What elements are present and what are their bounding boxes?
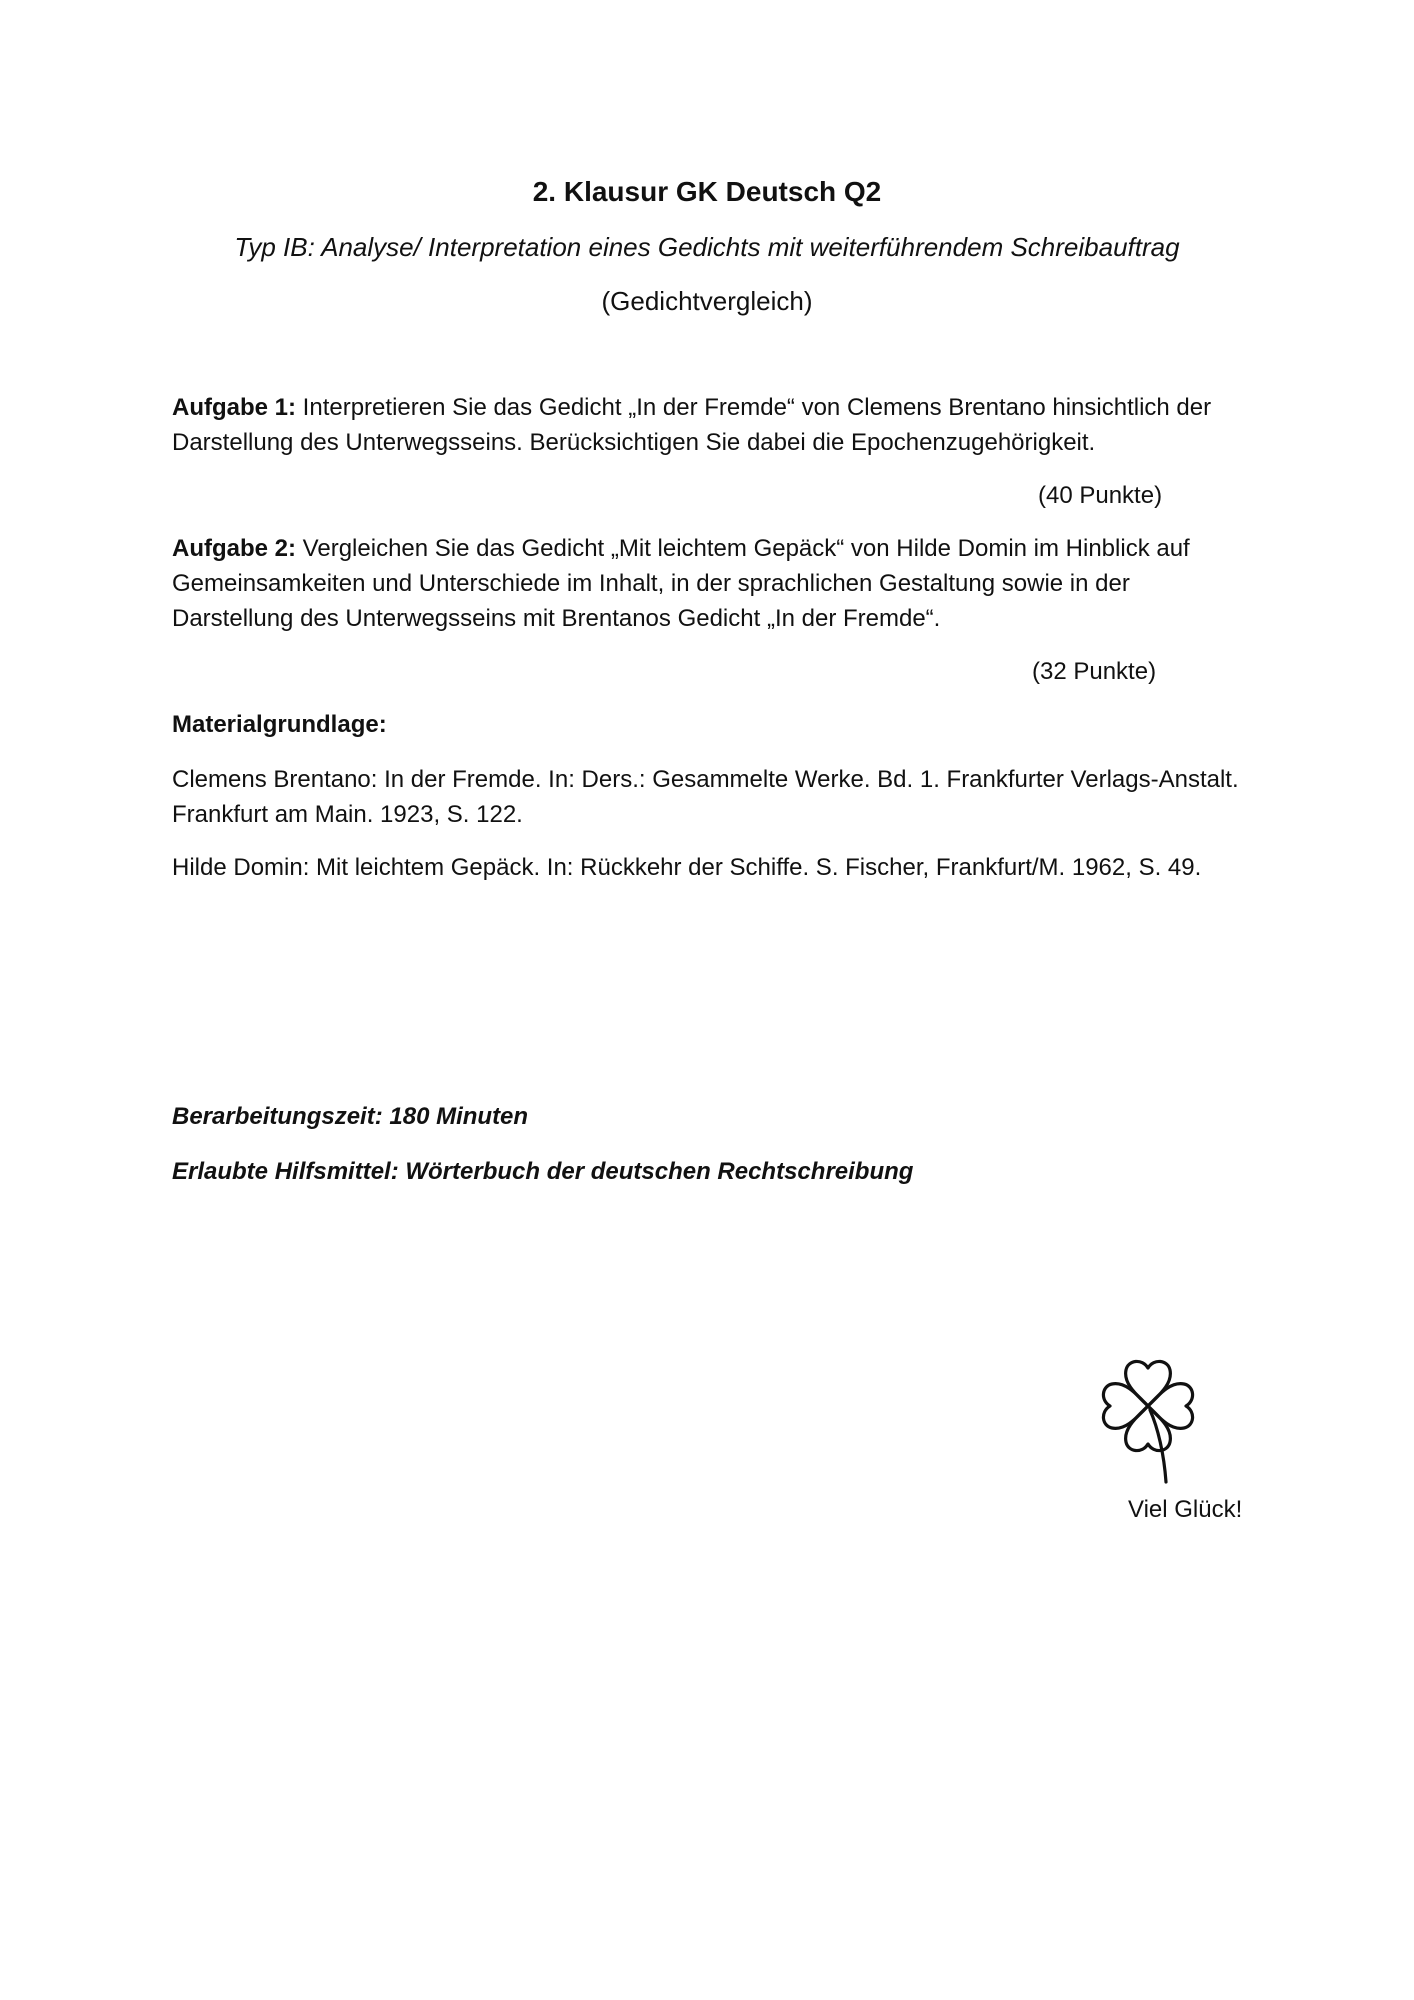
task-1 — [172, 390, 1252, 460]
task-2-label: Aufgabe 2: — [172, 535, 297, 562]
task-2-text: Vergleichen Sie das Gedicht „Mit leichtem Gepäck“ von Hilde Domin im Hinblick auf Gemeinsamkeiten und Unterschiede im Inhalt, in der sprachlichen Gestaltung sowie in der Darstellung des Unterwegsseins mit Brentanos Gedicht „In der Fremde“. — [172, 535, 1190, 632]
material-source-1: Clemens Brentano: In der Fremde. In: Ders.: Gesammelte Werke. Bd. 1. Frankfurter Verlags-Anstalt. Frankfurt am Main. 1923, S. 122. — [172, 766, 1239, 828]
material-heading: Materialgrundlage: — [172, 711, 387, 738]
task-1-points: (40 Punkte) — [1038, 482, 1163, 509]
working-time: Berarbeitungszeit: 180 Minuten — [172, 1103, 529, 1130]
four-leaf-clover-icon — [1078, 1326, 1218, 1486]
allowed-aids: Erlaubte Hilfsmittel: Wörterbuch der deutschen Rechtschreibung — [172, 1158, 914, 1185]
task-1-text: Interpretieren Sie das Gedicht „In der Fremde“ von Clemens Brentano hinsichtlich der Darstellung des Unterwegsseins. Berücksichtigen Sie dabei die Epochenzugehörigkeit. — [172, 394, 1212, 456]
task-2 — [172, 531, 1252, 636]
material-source-2: Hilde Domin: Mit leichtem Gepäck. In: Rückkehr der Schiffe. S. Fischer, Frankfurt/M. 1962, S. 49. — [172, 854, 1202, 881]
task-2-points: (32 Punkte) — [1032, 658, 1157, 685]
task-1-label: Aufgabe 1: — [172, 394, 297, 421]
good-luck-text: Viel Glück! — [1128, 1496, 1243, 1523]
exam-type-note: (Gedichtvergleich) — [601, 286, 813, 316]
exam-title: 2. Klausur GK Deutsch Q2 — [532, 176, 882, 207]
exam-type-subtitle: Typ IB: Analyse/ Interpretation eines Gedichts mit weiterführendem Schreibauftrag — [234, 232, 1180, 262]
